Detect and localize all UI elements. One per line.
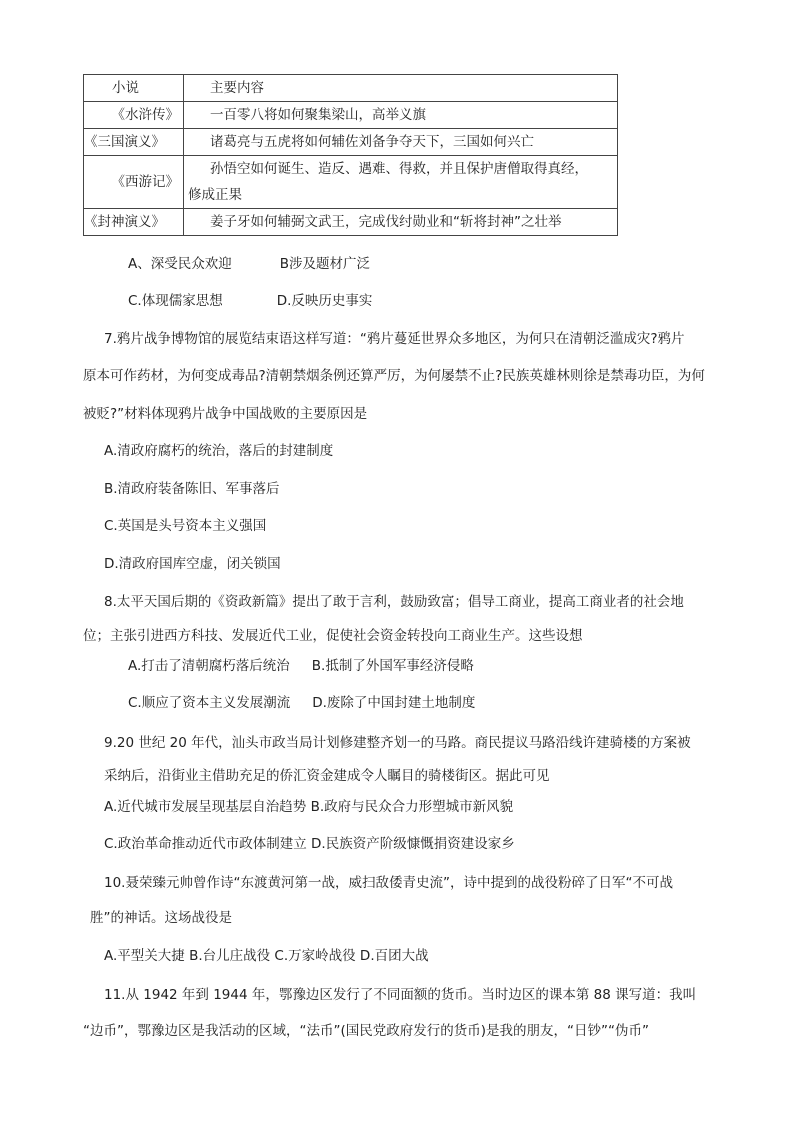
- table-row: [84, 102, 618, 129]
- q6-option-b: B涉及题材广泛: [279, 256, 371, 272]
- table-row: [84, 209, 618, 236]
- q9-options-cd: C.政治革命推动近代市政体制建立 D.民族资产阶级慷慨捐资建设家乡: [104, 836, 515, 852]
- q8-stem-line: 位；主张引进西方科技、发展近代工业，促使社会资金转投向工商业生产。这些设想: [83, 628, 583, 644]
- q6-option-d: D.反映历史事实: [276, 293, 373, 309]
- q6-option-c: C.体现儒家思想: [128, 293, 223, 309]
- q9-stem-line: 9.20 世纪 20 年代，汕头市政当局计划修建整齐划一的马路。商民提议马路沿线许建骑楼的方案被: [104, 735, 691, 751]
- table-cell-novel: 《西游记》: [84, 156, 184, 209]
- q8-stem-line: 8.太平天国后期的《资政新篇》提出了敢于言利，鼓励致富；倡导工商业，提高工商业者的社会地: [104, 594, 684, 610]
- q8-option-b: B.抵制了外国军事经济侵略: [311, 658, 474, 674]
- q10-options: A.平型关大捷 B.台儿庄战役 C.万家岭战役 D.百团大战: [104, 948, 429, 964]
- table-cell-novel: 《三国演义》: [84, 129, 184, 156]
- q6-options-row-1: [128, 254, 370, 274]
- q10-stem-line: 10.聂荣臻元帅曾作诗“东渡黄河第一战，威扫敌倭青史流”，诗中提到的战役粉碎了日军“不可战: [104, 875, 673, 891]
- table-header-row: [84, 75, 618, 102]
- table-cell-content-line: 孙悟空如何诞生、造反、遇难、得救，并且保护唐僧取得真经，: [210, 161, 588, 177]
- table-cell-content: 姜子牙如何辅弼文武王，完成伐纣勋业和“斩将封神”之壮举: [184, 209, 618, 236]
- q7-option-c: C.英国是头号资本主义强国: [104, 518, 267, 534]
- q8-option-a: A.打击了清朝腐朽落后统治: [128, 658, 290, 674]
- q7-stem-line: 7.鸦片战争博物馆的展览结束语这样写道：“鸦片蔓延世界众多地区，为何只在清朝泛滥成灾?鸦片: [104, 331, 685, 347]
- q8-option-c: C.顺应了资本主义发展潮流: [128, 695, 291, 711]
- table-cell-content: [184, 156, 618, 209]
- table-cell-novel: 《封神演义》: [84, 209, 184, 236]
- q7-option-d: D.清政府国库空虚，闭关锁国: [104, 556, 281, 572]
- q11-stem-line: “边币”，鄂豫边区是我活动的区域，“法币”(国民党政府发行的货币)是我的朋友，“日钞”“伪币”: [83, 1023, 649, 1039]
- q7-stem-line: 被贬?”材料体现鸦片战争中国战败的主要原因是: [83, 406, 368, 422]
- table-header-content: 主要内容: [184, 75, 618, 102]
- q8-option-d: D.废除了中国封建土地制度: [312, 695, 476, 711]
- q11-stem-line: 11.从 1942 年到 1944 年，鄂豫边区发行了不同面额的货币。当时边区的课本第 88 课写道：我叫: [104, 987, 697, 1003]
- q8-options-row-2: [128, 693, 475, 713]
- q10-stem-line: 胜”的神话。这场战役是: [90, 910, 232, 926]
- q7-stem-line: 原本可作药材，为何变成毒品?清朝禁烟条例还算严厉，为何屡禁不止?民族英雄林则徐是禁毒功臣，为何: [83, 368, 705, 384]
- table-cell-novel: 《水浒传》: [84, 102, 184, 129]
- q6-option-a: A、深受民众欢迎: [128, 256, 232, 272]
- table-row: [84, 156, 618, 209]
- table-header-novel: 小说: [84, 75, 184, 102]
- table-cell-content: 一百零八将如何聚集梁山，高举义旗: [184, 102, 618, 129]
- q6-options-row-2: [128, 291, 372, 311]
- table-row: [84, 129, 618, 156]
- table-cell-content-line: 修成正果: [188, 187, 242, 203]
- q8-options-row-1: [128, 656, 474, 676]
- q9-stem-line: 采纳后，沿街业主借助充足的侨汇资金建成令人瞩目的骑楼街区。据此可见: [104, 768, 550, 784]
- novel-table: [83, 74, 618, 236]
- table-cell-content: 诸葛亮与五虎将如何辅佐刘备争夺天下，三国如何兴亡: [184, 129, 618, 156]
- q7-option-a: A.清政府腐朽的统治，落后的封建制度: [104, 443, 334, 459]
- q7-option-b: B.清政府装备陈旧、军事落后: [104, 481, 280, 497]
- q9-options-ab: A.近代城市发展呈现基层自治趋势 B.政府与民众合力形塑城市新风貌: [104, 799, 514, 815]
